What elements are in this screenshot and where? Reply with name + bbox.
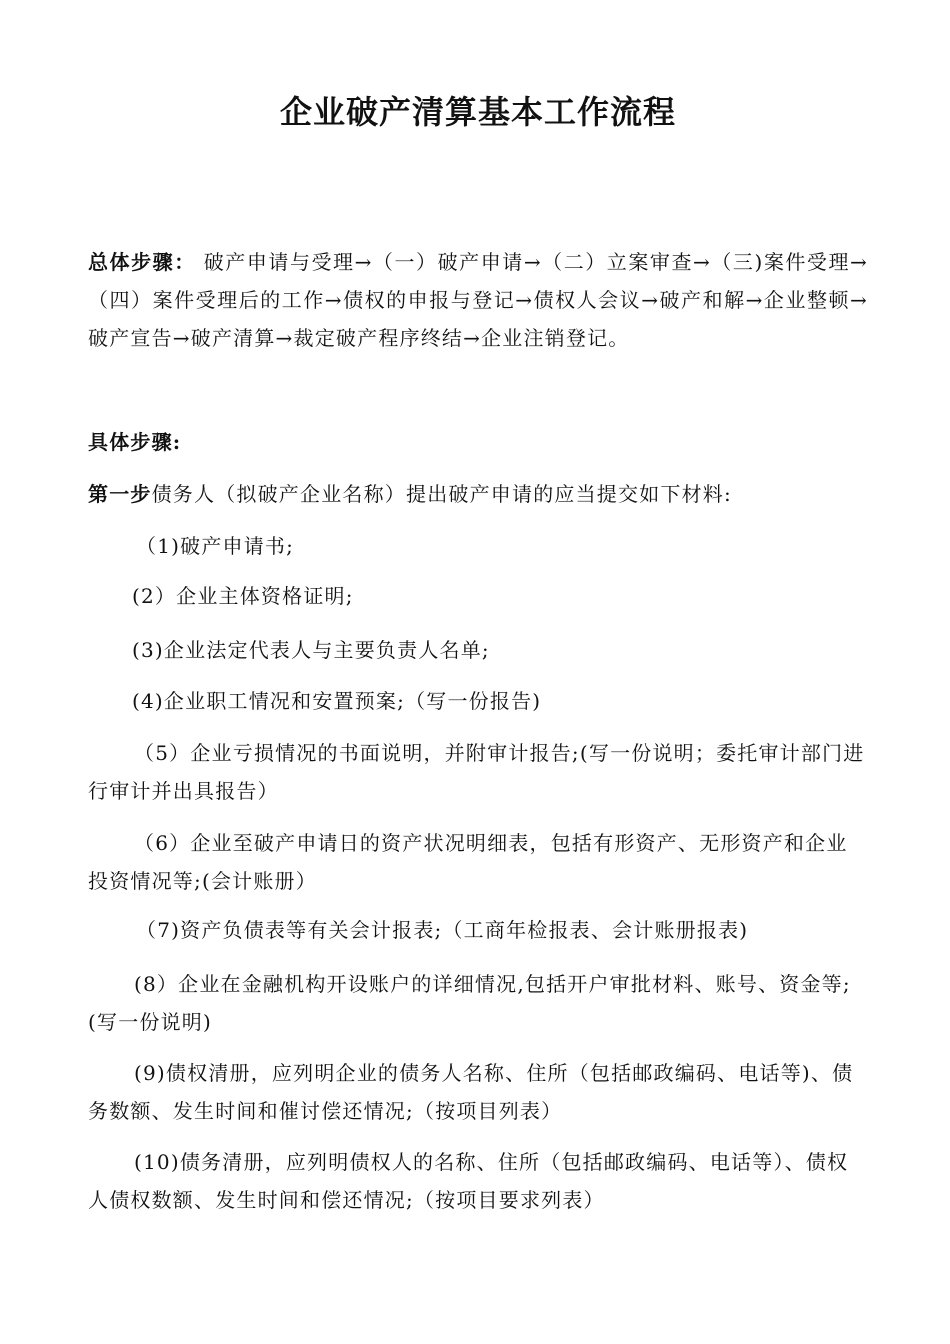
overview-label: 总体步骤： xyxy=(88,250,196,274)
list-item: （5）企业亏损情况的书面说明，并附审计报告;(写一份说明；委托审计部门进行审计并出具报告） xyxy=(88,741,865,803)
overview-paragraph xyxy=(88,243,868,357)
list-item: (8）企业在金融机构开设账户的详细情况,包括开户审批材料、账号、资金等;(写一份说明) xyxy=(88,972,851,1034)
list-item: (10)债务清册，应列明债权人的名称、住所（包括邮政编码、电话等）、债权人债权数额、发生时间和偿还情况;（按项目要求列表） xyxy=(88,1150,849,1212)
document-title: 企业破产清算基本工作流程 xyxy=(279,93,676,131)
list-item: (3)企业法定代表人与主要负责人名单; xyxy=(132,638,490,662)
list-item: （7)资产负债表等有关会计报表;（工商年检报表、会计账册报表) xyxy=(136,918,749,942)
specific-steps-heading: 具体步骤: xyxy=(88,430,182,454)
list-item: (4)企业职工情况和安置预案;（写一份报告) xyxy=(132,689,542,713)
step-one-label: 第一步 xyxy=(88,482,152,506)
overview-text: 破产申请与受理→（一）破产申请→（二）立案审查→（三)案件受理→（四）案件受理后的工作→债权的申报与登记→债权人会议→破产和解→企业整顿→破产宣告→破产清算→裁定破产程序终结→企业注销登记。 xyxy=(88,250,869,350)
list-item: （1)破产申请书; xyxy=(136,534,295,558)
list-item: （6）企业至破产申请日的资产状况明细表，包括有形资产、无形资产和企业投资情况等;(会计账册） xyxy=(88,831,848,893)
step-one-paragraph xyxy=(88,475,868,513)
step-one-text: 债务人（拟破产企业名称）提出破产申请的应当提交如下材料: xyxy=(151,482,732,506)
list-item: (2）企业主体资格证明; xyxy=(132,584,354,608)
list-item: (9)债权清册，应列明企业的债务人名称、住所（包括邮政编码、电话等)、债务数额、发生时间和催讨偿还情况;（按项目列表） xyxy=(88,1061,854,1123)
